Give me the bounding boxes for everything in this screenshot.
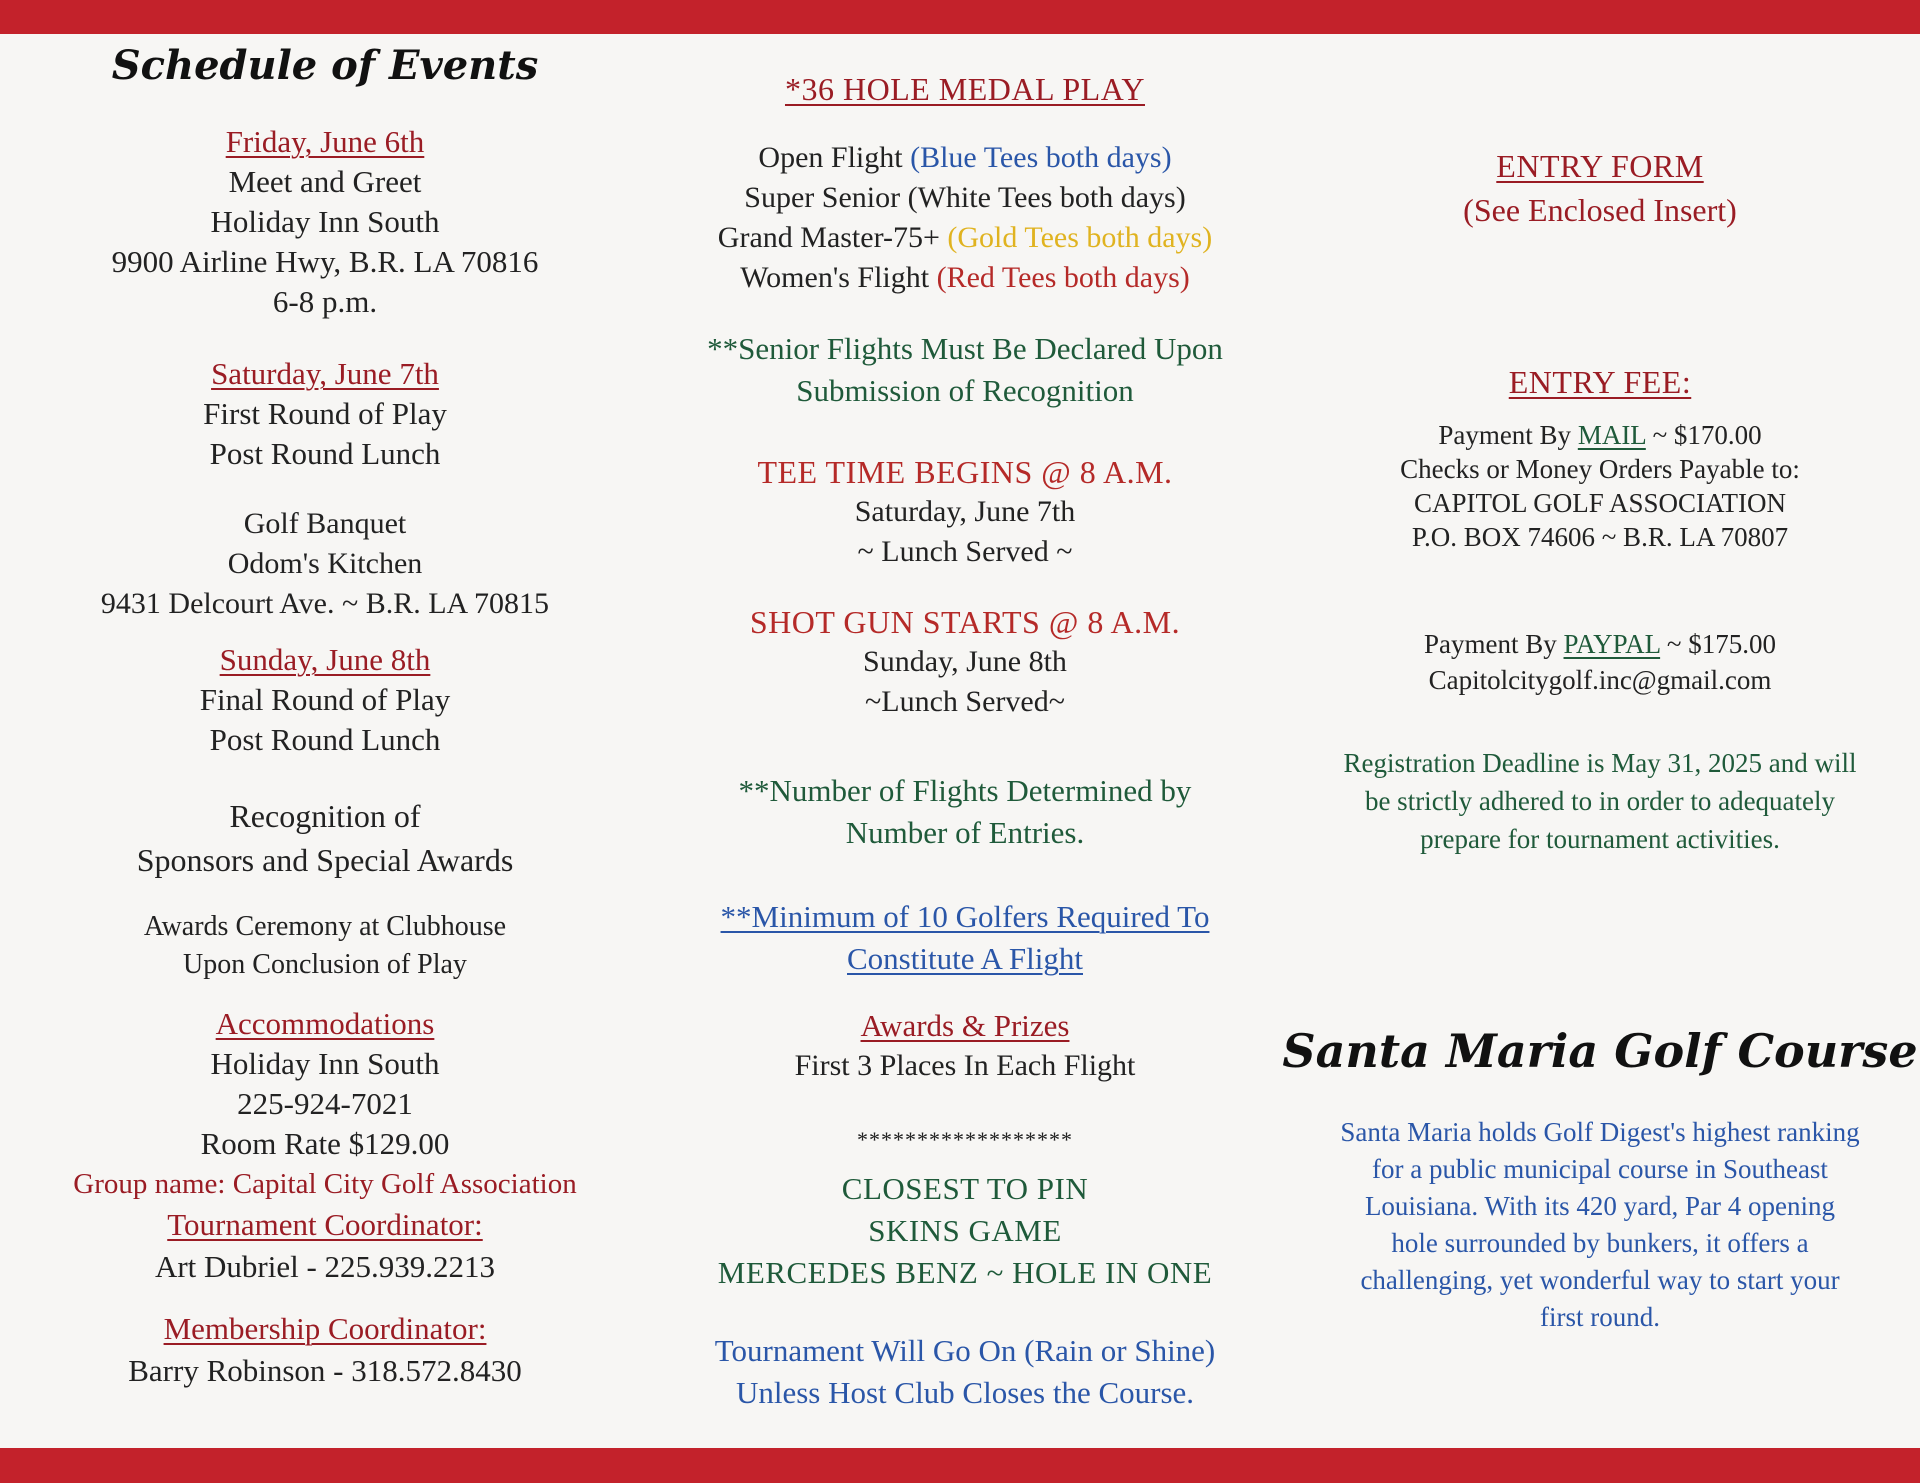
tournament-coordinator-contact: Art Dubriel - 225.939.2213 [154, 1249, 496, 1284]
mail-link: MAIL [1577, 420, 1646, 450]
accommodations-line: Room Rate $129.00 [200, 1126, 450, 1161]
mail-payment-line: Payment By MAIL ~ $170.00 [1438, 420, 1762, 450]
contest-item: CLOSEST TO PIN [841, 1171, 1089, 1206]
flights-list [650, 138, 1280, 298]
saturday-line: Post Round Lunch [209, 436, 441, 471]
saturday-heading: Saturday, June 7th [211, 356, 439, 391]
tee-time-line: ~ Lunch Served ~ [857, 535, 1073, 568]
flight-tees: (Red Tees both days) [936, 261, 1190, 294]
flights-note-line: **Number of Flights Determined by [738, 773, 1192, 808]
friday-line: 9900 Airline Hwy, B.R. LA 70816 [111, 244, 539, 279]
stars-divider: ****************** [857, 1127, 1073, 1152]
flight-name: Women's Flight [740, 261, 937, 294]
flight-tees: (White Tees both days) [907, 181, 1186, 214]
tee-time-heading: TEE TIME BEGINS @ 8 A.M. [757, 454, 1173, 490]
friday-line: 6-8 p.m. [272, 284, 378, 319]
accommodations-line: 225-924-7021 [237, 1086, 413, 1121]
friday-line: Meet and Greet [228, 164, 422, 199]
course-desc-line: challenging, yet wonderful way to start your [1360, 1265, 1840, 1295]
flight-item [650, 138, 1280, 178]
registration-deadline [1280, 744, 1920, 858]
accommodations-section [0, 1004, 650, 1204]
accommodations-line: Holiday Inn South [210, 1046, 440, 1081]
deadline-line: be strictly adhered to in order to adequately [1364, 786, 1836, 816]
flight-tees: (Gold Tees both days) [947, 221, 1213, 254]
recognition-line: Sponsors and Special Awards [136, 842, 514, 878]
tournament-coordinator-heading: Tournament Coordinator: [167, 1207, 483, 1242]
contest-item: MERCEDES BENZ ~ HOLE IN ONE [717, 1255, 1213, 1290]
banquet-section [0, 504, 650, 624]
flight-item [650, 178, 1280, 218]
paypal-link: PAYPAL [1563, 629, 1661, 659]
ceremony-line: Upon Conclusion of Play [183, 949, 467, 980]
membership-coordinator-contact: Barry Robinson - 318.572.8430 [128, 1353, 522, 1388]
bottom-border-band [0, 1448, 1920, 1483]
contest-item: SKINS GAME [868, 1213, 1062, 1248]
ceremony-section [0, 908, 650, 984]
course-desc-line: Santa Maria holds Golf Digest's highest ranking [1340, 1117, 1860, 1147]
paypal-details [1280, 626, 1920, 698]
entry-form-sub: (See Enclosed Insert) [1463, 192, 1737, 228]
friday-line: Holiday Inn South [210, 204, 440, 239]
flight-name: Open Flight [758, 141, 911, 174]
minimum-note-line: Constitute A Flight [847, 941, 1083, 976]
deadline-line: prepare for tournament activities. [1420, 824, 1780, 854]
awards-section [650, 1006, 1280, 1086]
recognition-section [0, 794, 650, 882]
course-description [1280, 1114, 1920, 1336]
entry-fee-heading: ENTRY FEE: [1508, 364, 1692, 400]
saturday-line: First Round of Play [203, 396, 447, 431]
flight-name: Grand Master-75+ [717, 221, 948, 254]
senior-flights-note [650, 328, 1280, 412]
shot-gun-section [650, 602, 1280, 722]
rain-or-shine-note [650, 1330, 1280, 1414]
senior-note-line: Submission of Recognition [796, 373, 1134, 408]
flight-item [650, 258, 1280, 298]
tee-time-section [650, 452, 1280, 572]
middle-panel-format [650, 34, 1280, 1448]
sunday-line: Final Round of Play [199, 682, 451, 717]
course-desc-line: for a public municipal course in Southeast [1372, 1154, 1828, 1184]
course-title: Santa Maria Golf Course [1282, 1024, 1918, 1078]
flight-name: Super Senior [744, 181, 908, 214]
tournament-coordinator-section [0, 1204, 650, 1288]
minimum-note-line: **Minimum of 10 Golfers Required To [720, 899, 1210, 934]
recognition-line: Recognition of [229, 798, 421, 834]
accommodations-heading: Accommodations [215, 1006, 435, 1041]
entry-form-section [1280, 144, 1920, 232]
rain-note-line: Tournament Will Go On (Rain or Shine) [714, 1333, 1216, 1368]
shot-gun-heading: SHOT GUN STARTS @ 8 A.M. [749, 604, 1181, 640]
sunday-section [0, 640, 650, 760]
payable-line: P.O. BOX 74606 ~ B.R. LA 70807 [1411, 522, 1789, 552]
saturday-section [0, 354, 650, 474]
medal-play-title: *36 HOLE MEDAL PLAY [784, 71, 1145, 107]
membership-coordinator-section [0, 1308, 650, 1392]
top-border-band [0, 0, 1920, 34]
payment-details [1280, 418, 1920, 554]
banquet-line: Golf Banquet [243, 507, 407, 540]
ceremony-line: Awards Ceremony at Clubhouse [143, 911, 507, 942]
left-panel-schedule [0, 34, 650, 1448]
contests-list [650, 1168, 1280, 1294]
tee-time-line: Saturday, June 7th [854, 495, 1076, 528]
contact-email: Capitolcitygolf.inc@gmail.com [1428, 665, 1772, 695]
deadline-line: Registration Deadline is May 31, 2025 and will [1343, 748, 1857, 778]
shot-gun-line: Sunday, June 8th [863, 645, 1067, 678]
flight-tees: (Blue Tees both days) [910, 141, 1172, 174]
flights-determined-note [650, 770, 1280, 854]
shot-gun-line: ~Lunch Served~ [865, 685, 1065, 718]
course-desc-line: Louisiana. With its 420 yard, Par 4 opening [1364, 1191, 1836, 1221]
payable-line: CAPITOL GOLF ASSOCIATION [1413, 488, 1787, 518]
membership-coordinator-heading: Membership Coordinator: [163, 1311, 487, 1346]
rain-note-line: Unless Host Club Closes the Course. [735, 1375, 1195, 1410]
right-panel-entry [1280, 34, 1920, 1448]
paypal-payment-line: Payment By PAYPAL ~ $175.00 [1424, 629, 1776, 659]
awards-heading: Awards & Prizes [860, 1008, 1070, 1043]
entry-form-heading: ENTRY FORM [1496, 148, 1704, 184]
friday-heading: Friday, June 6th [225, 124, 425, 159]
awards-text: First 3 Places In Each Flight [794, 1049, 1136, 1082]
friday-section [0, 122, 650, 322]
senior-note-line: **Senior Flights Must Be Declared Upon [707, 331, 1223, 366]
sunday-line: Post Round Lunch [209, 722, 441, 757]
banquet-line: Odom's Kitchen [227, 547, 423, 580]
flights-note-line: Number of Entries. [845, 815, 1085, 850]
schedule-title: Schedule of Events [111, 42, 539, 89]
banquet-line: 9431 Delcourt Ave. ~ B.R. LA 70815 [100, 587, 550, 620]
group-name: Group name: Capital City Golf Association [73, 1168, 577, 1200]
course-desc-line: first round. [1540, 1302, 1660, 1332]
course-desc-line: hole surrounded by bunkers, it offers a [1391, 1228, 1809, 1258]
sunday-heading: Sunday, June 8th [219, 642, 431, 677]
minimum-golfers-note [650, 896, 1280, 980]
payable-line: Checks or Money Orders Payable to: [1400, 454, 1800, 484]
flight-item [650, 218, 1280, 258]
